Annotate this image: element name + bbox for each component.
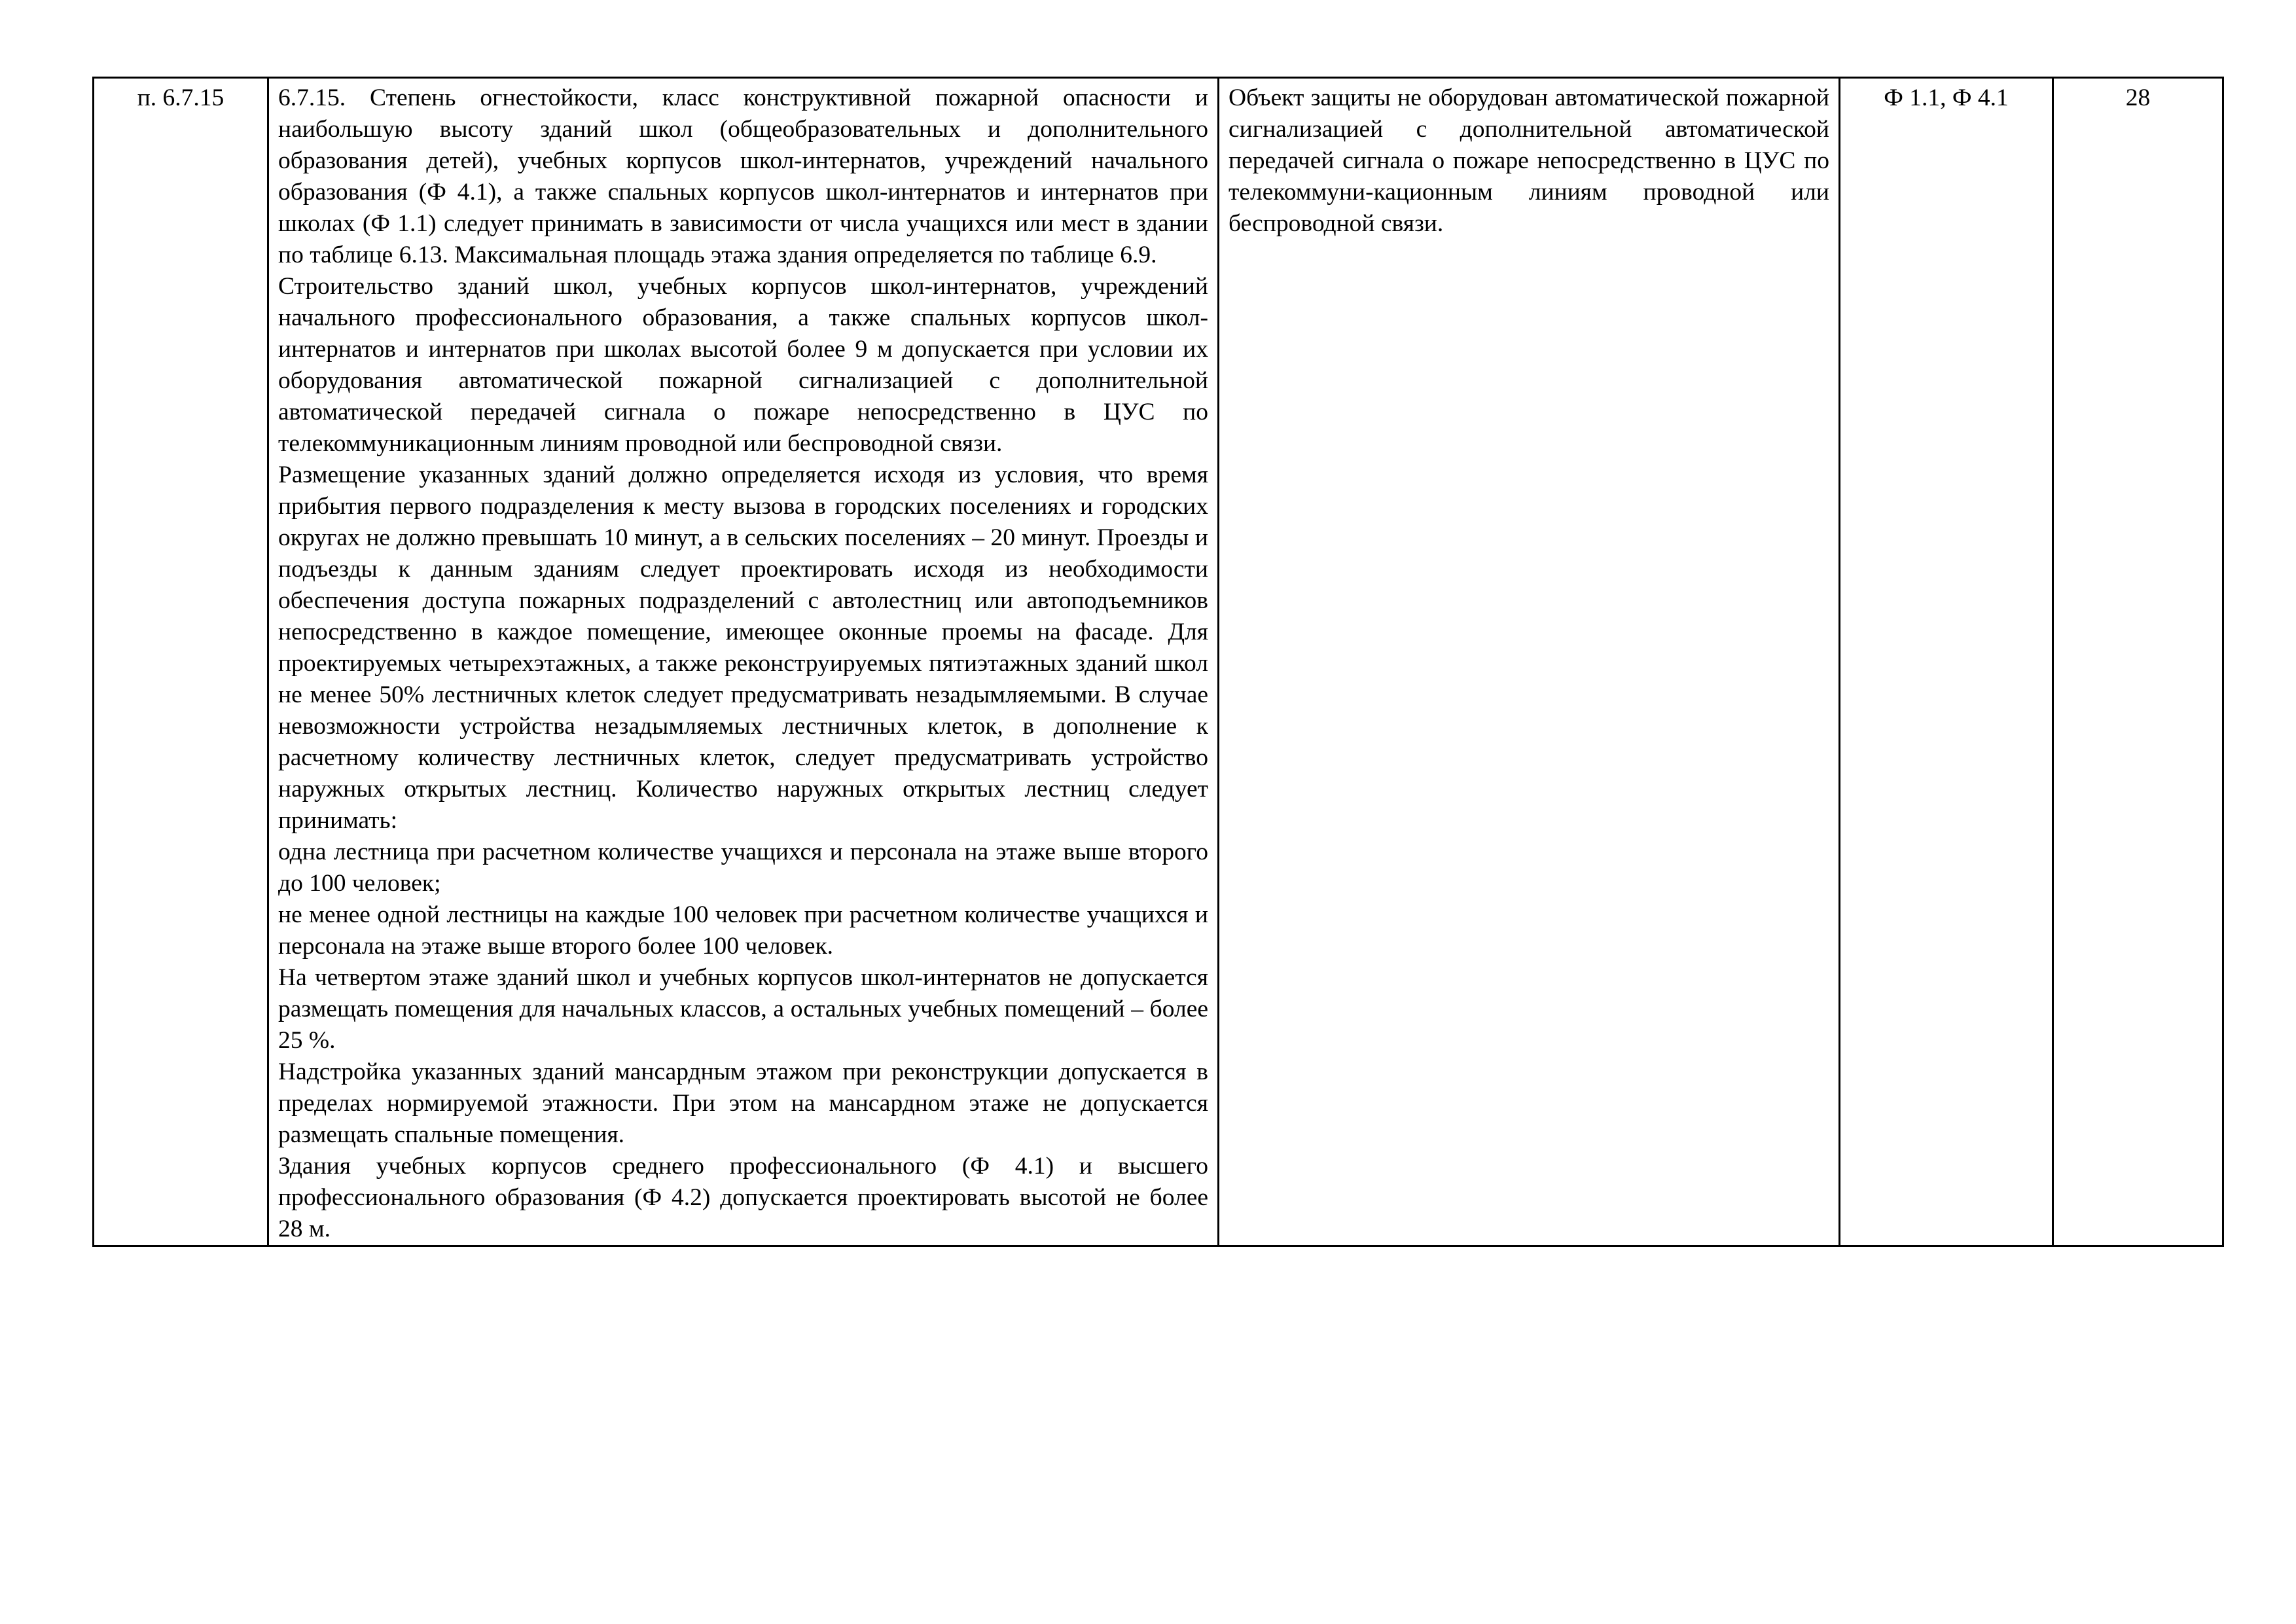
violation-description-cell (1219, 78, 1840, 1246)
requirement-paragraph: не менее одной лестницы на каждые 100 человек при расчетном количестве учащихся и персонала на этаже выше второго более 100 человек. (278, 901, 1208, 960)
clause-reference-cell: п. 6.7.15 (94, 78, 268, 1246)
requirement-paragraph: 6.7.15. Степень огнестойкости, класс конструктивной пожарной опасности и наибольшую высоту зданий школ (общеобразовательных и дополнительного образования детей), учебных корпусов школ-интернатов, учреждений начального образования (Ф 4.1), а также спальных корпусов школ-интернатов и интернатов при школах (Ф 1.1) следует принимать в зависимости от числа учащихся или мест в здании по таблице 6.13. Максимальная площадь этажа здания определяется по таблице 6.9. (278, 84, 1208, 268)
requirement-paragraph: одна лестница при расчетном количестве учащихся и персонала на этаже выше второго до 100 человек; (278, 839, 1208, 897)
violations-table (92, 77, 2224, 1247)
requirement-paragraph: Надстройка указанных зданий мансардным этажом при реконструкции допускается в пределах нормируемой этажности. При этом на мансардном этаже не допускается размещать спальные помещения. (278, 1058, 1208, 1148)
requirement-text-cell (268, 78, 1219, 1246)
requirement-paragraph: Размещение указанных зданий должно определяется исходя из условия, что время прибытия первого подразделения к месту вызова в городских поселениях и городских округах не должно превышать 10 минут, а в сельских поселениях – 20 минут. Проезды и подъезды к данным зданиям следует проектировать исходя из необходимости обеспечения доступа пожарных подразделений с автолестниц или автоподъемников непосредственно в каждое помещение, имеющее оконные проемы на фасаде. Для проектируемых четырехэтажных, а также реконструируемых пятиэтажных зданий школ не менее 50% лестничных клеток следует предусматривать незадымляемыми. В случае невозможности устройства незадымляемых лестничных клеток, в дополнение к расчетному количеству лестничных клеток, следует предусматривать устройство наружных открытых лестниц. Количество наружных открытых лестниц следует принимать: (278, 461, 1208, 834)
requirement-paragraph: Здания учебных корпусов среднего профессионального (Ф 4.1) и высшего профессионального образования (Ф 4.2) допускается проектировать высотой не более 28 м. (278, 1153, 1208, 1242)
requirement-paragraph: На четвертом этаже зданий школ и учебных корпусов школ-интернатов не допускается размещать помещения для начальных классов, а остальных учебных помещений – более 25 %. (278, 964, 1208, 1054)
requirement-paragraph: Строительство зданий школ, учебных корпусов школ-интернатов, учреждений начального профессионального образования, а также спальных корпусов школ-интернатов и интернатов при школах высотой более 9 м допускается при условии их оборудования автоматической пожарной сигнализацией с дополнительной автоматической передачей сигнала о пожаре непосредственно в ЦУС по телекоммуникационным линиям проводной или беспроводной связи. (278, 273, 1208, 457)
functional-class-cell: Ф 1.1, Ф 4.1 (1840, 78, 2053, 1246)
violation-text: Объект защиты не оборудован автоматической пожарной сигнализацией с дополнительной автоматической передачей сигнала о пожаре непосредственно в ЦУС по телекоммуни-кационным линиям проводной или беспроводной связи. (1229, 84, 1829, 237)
table-row (94, 78, 2223, 1246)
row-number-cell: 28 (2053, 78, 2223, 1246)
